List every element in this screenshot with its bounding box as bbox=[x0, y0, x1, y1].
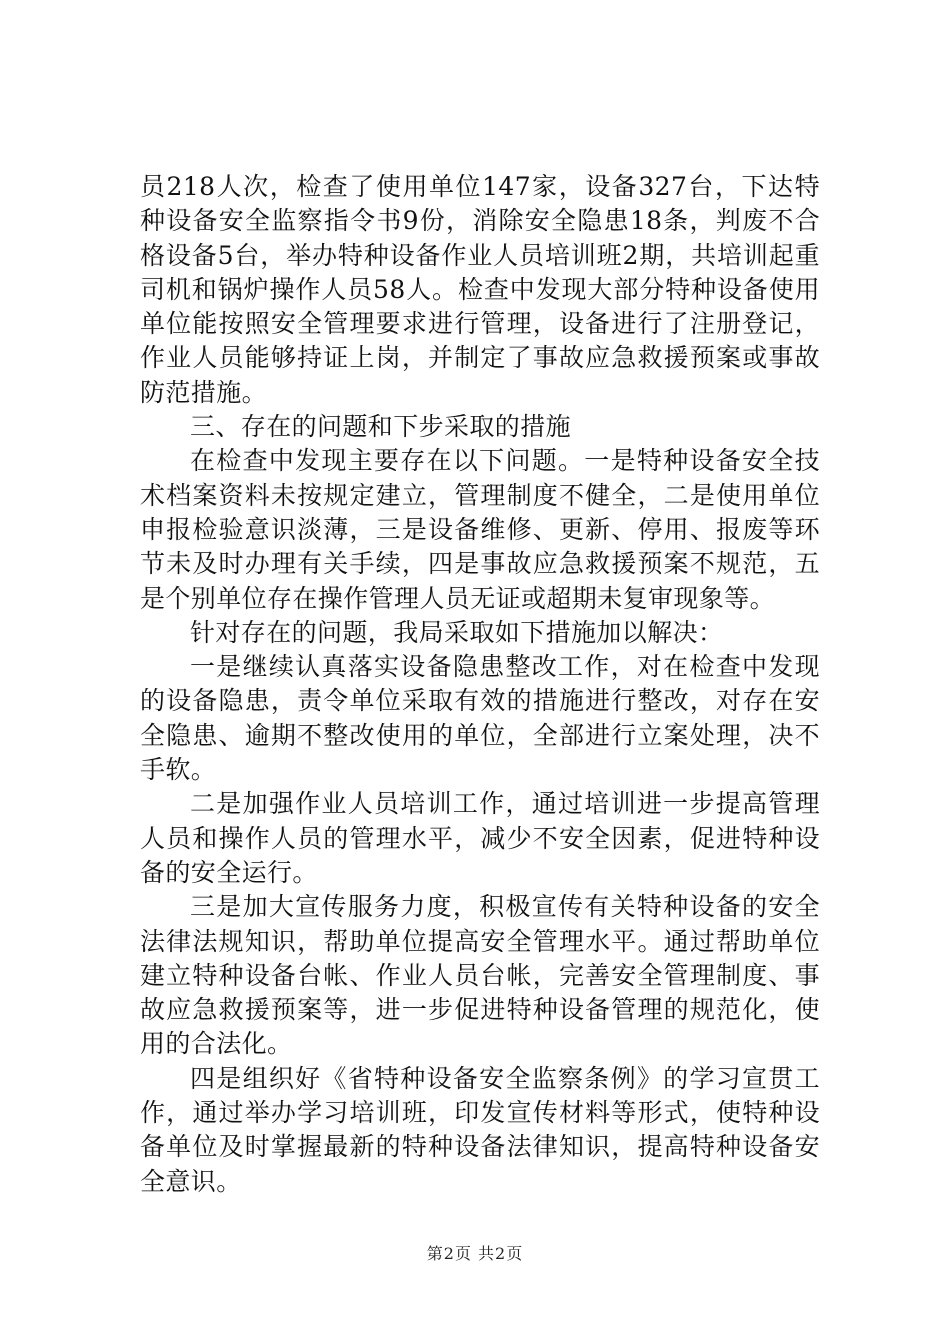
paragraph-measure-one: 一是继续认真落实设备隐患整改工作，对在检查中发现的设备隐患，责令单位采取有效的措施进行整改，对存在安全隐患、逾期不整改使用的单位，全部进行立案处理，决不手软。 bbox=[140, 652, 820, 785]
paragraph-measure-three: 三是加大宣传服务力度，积极宣传有关特种设备的安全法律法规知识，帮助单位提高安全管理水平。通过帮助单位建立特种设备台帐、作业人员台帐，完善安全管理制度、事故应急救援预案等，进一步促进特种设备管理的规范化，使用的合法化。 bbox=[140, 892, 820, 1059]
page-footer: 第2页 共2页 bbox=[426, 1244, 524, 1263]
paragraph-continued-stats: 员218人次，检查了使用单位147家，设备327台，下达特种设备安全监察指令书9份，消除安全隐患18条，判废不合格设备5台，举办特种设备作业人员培训班2期，共培训起重司机和锅炉操作人员58人。检查中发现大部分特种设备使用单位能按照安全管理要求进行管理，设备进行了注册登记，作业人员能够持证上岗，并制定了事故应急救援预案或事故防范措施。 bbox=[140, 172, 820, 407]
paragraph-problems: 在检查中发现主要存在以下问题。一是特种设备安全技术档案资料未按规定建立，管理制度不健全，二是使用单位申报检验意识淡薄，三是设备维修、更新、停用、报废等环节未及时办理有关手续，四是事故应急救援预案不规范，五是个别单位存在操作管理人员无证或超期未复审现象等。 bbox=[140, 446, 820, 613]
paragraph-measure-four: 四是组织好《省特种设备安全监察条例》的学习宣贯工作，通过举办学习培训班，印发宣传材料等形式，使特种设备单位及时掌握最新的特种设备法律知识，提高特种设备安全意识。 bbox=[140, 1063, 820, 1196]
document-body bbox=[140, 170, 820, 1199]
section-heading-problems-measures: 三、存在的问题和下步采取的措施 bbox=[190, 412, 572, 442]
paragraph-measure-two: 二是加强作业人员培训工作，通过培训进一步提高管理人员和操作人员的管理水平，减少不安全因素，促进特种设备的安全运行。 bbox=[140, 789, 820, 887]
paragraph-measures-intro: 针对存在的问题，我局采取如下措施加以解决： bbox=[190, 617, 724, 647]
